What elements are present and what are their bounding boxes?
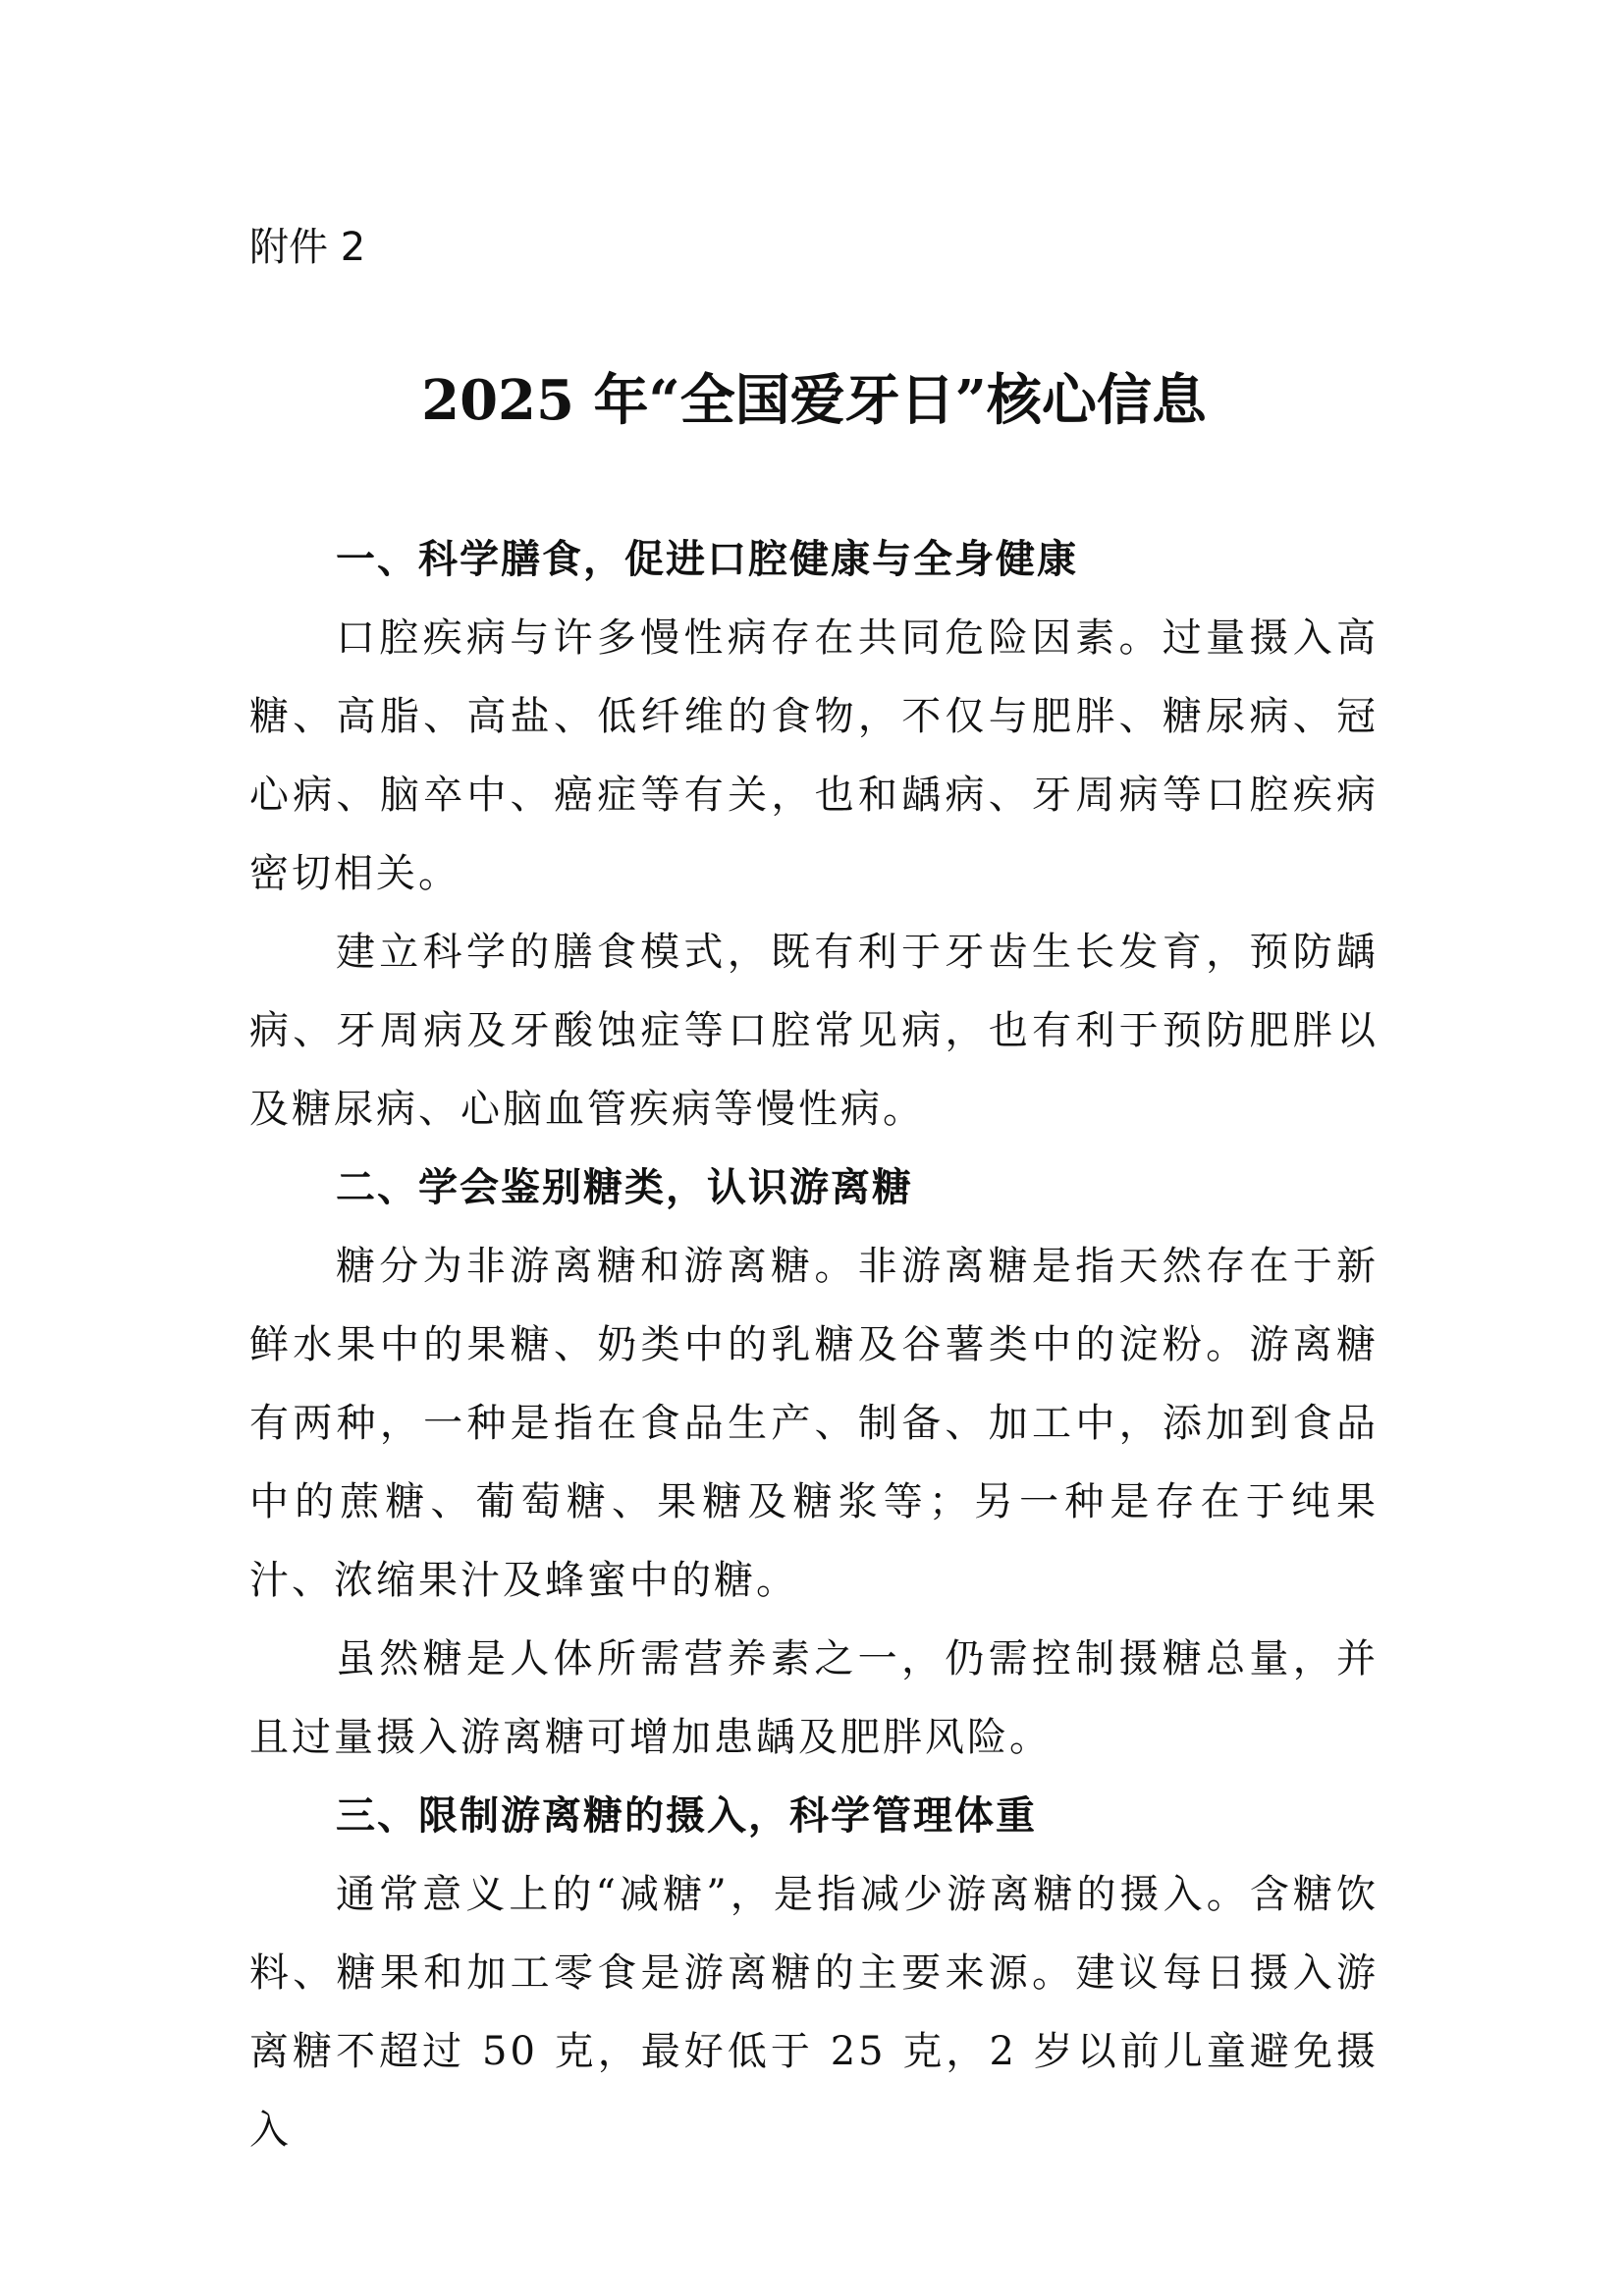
document-title: 2025 年“全国爱牙日”核心信息 (421, 368, 1207, 433)
section-heading: 一、科学膳食，促进口腔健康与全身健康 (336, 537, 1078, 582)
paragraph: 通常意义上的“减糖”，是指减少游离糖的摄入。含糖饮料、糖果和加工零食是游离糖的主要来源。建议每日摄入游离糖不超过 50 克，最好低于 25 克，2 岁以前儿童避免摄入 (249, 1872, 1379, 2153)
document-body (249, 520, 1379, 2169)
section-free-sugar (249, 1148, 1379, 1777)
section-heading: 二、学会鉴别糖类，认识游离糖 (336, 1165, 913, 1210)
section-heading: 三、限制游离糖的摄入，科学管理体重 (336, 1793, 1037, 1839)
paragraph: 口腔疾病与许多慢性病存在共同危险因素。过量摄入高糖、高脂、高盐、低纤维的食物，不仅与肥胖、糖尿病、冠心病、脑卒中、癌症等有关，也和龋病、牙周病等口腔疾病密切相关。 (249, 615, 1379, 896)
paragraph: 虽然糖是人体所需营养素之一，仍需控制摄糖总量，并且过量摄入游离糖可增加患龋及肥胖风险。 (249, 1636, 1379, 1760)
paragraph: 糖分为非游离糖和游离糖。非游离糖是指天然存在于新鲜水果中的果糖、奶类中的乳糖及谷薯类中的淀粉。游离糖有两种，一种是指在食品生产、制备、加工中，添加到食品中的蔗糖、葡萄糖、果糖及糖浆等；另一种是存在于纯果汁、浓缩果汁及蜂蜜中的糖。 (249, 1244, 1379, 1603)
section-diet (249, 520, 1379, 1148)
paragraph: 建立科学的膳食模式，既有利于牙齿生长发育，预防龋病、牙周病及牙酸蚀症等口腔常见病，也有利于预防肥胖以及糖尿病、心脑血管疾病等慢性病。 (249, 930, 1379, 1132)
section-limit-sugar (249, 1777, 1379, 2169)
attachment-label: 附件 2 (249, 225, 366, 270)
